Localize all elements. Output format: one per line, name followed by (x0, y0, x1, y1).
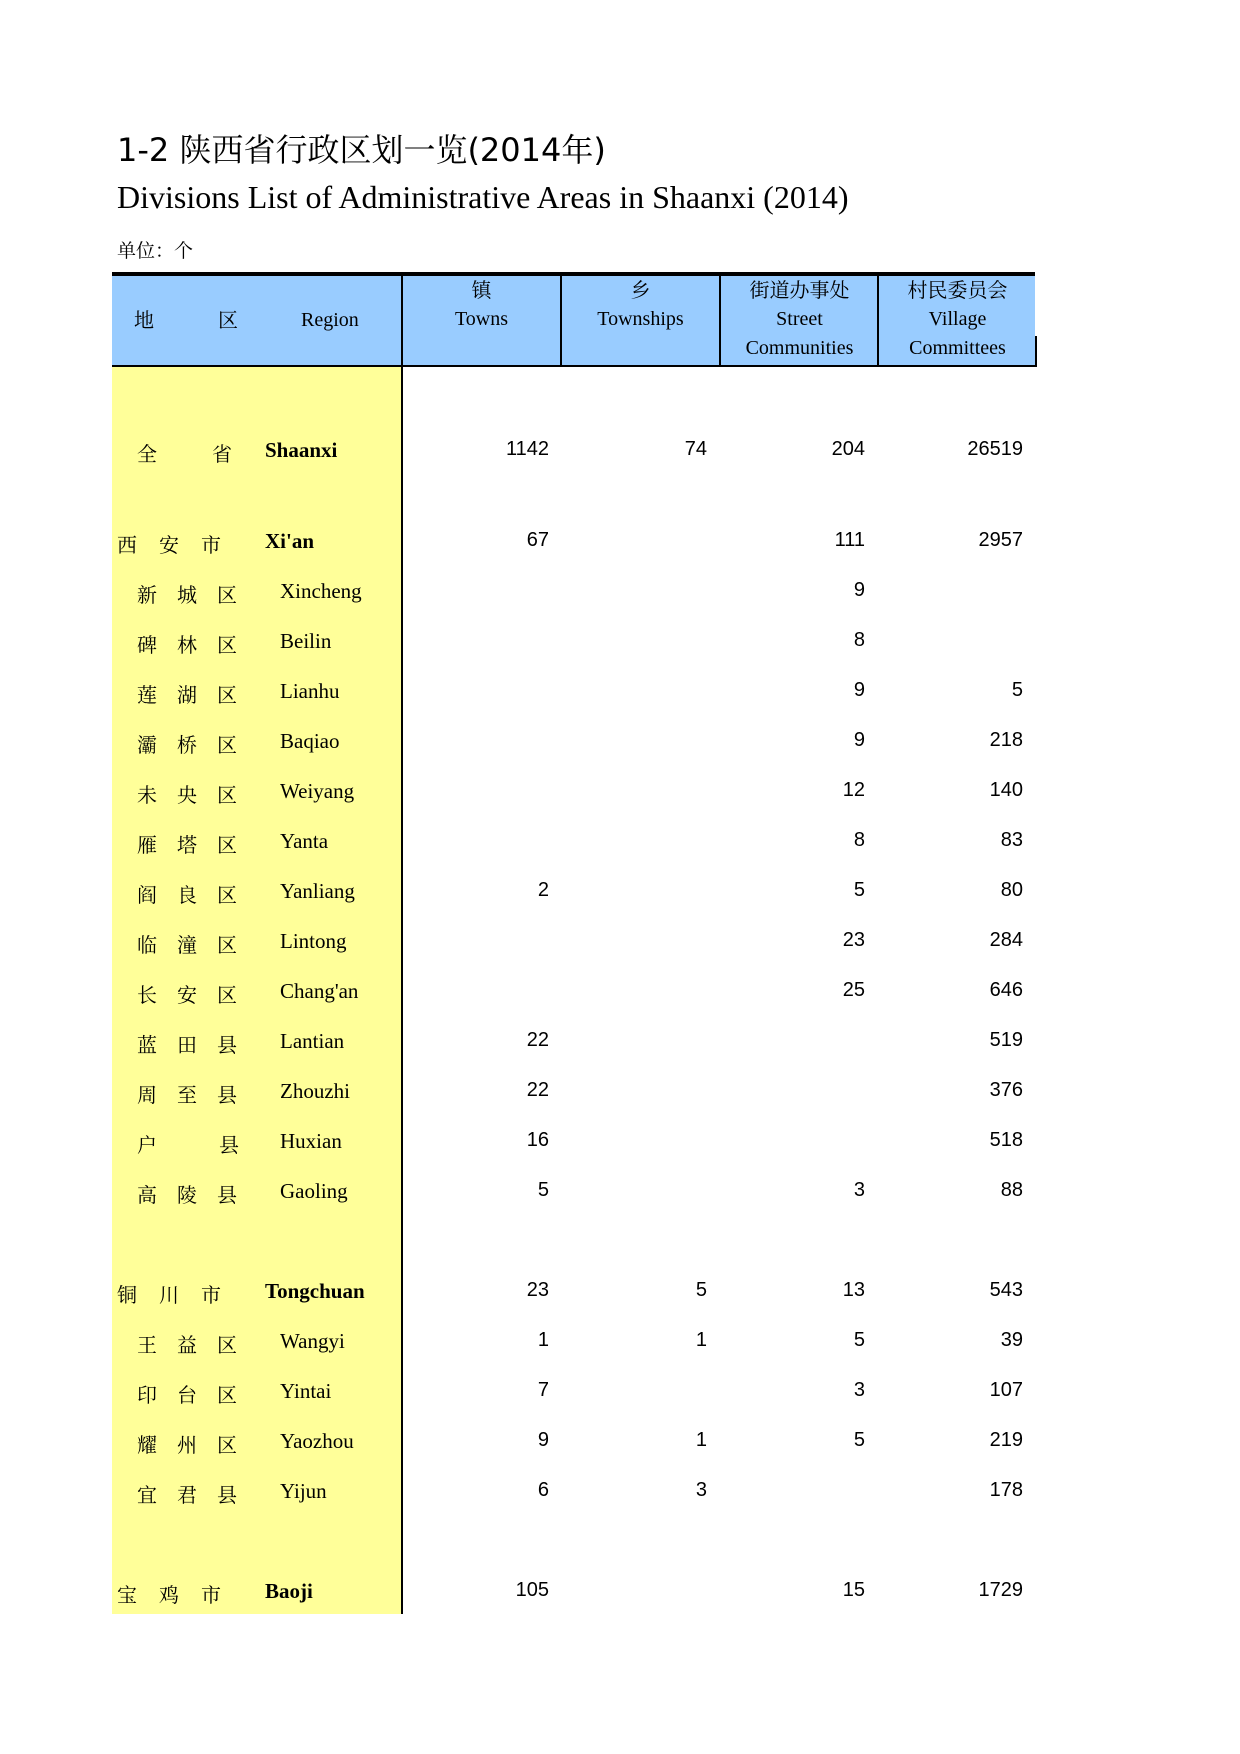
row-village: 39 (1000, 1329, 1023, 1351)
row-region-en: Xi'an (265, 529, 315, 553)
row-towns: 16 (526, 1129, 549, 1151)
header-village-cn: 村民委员会 (907, 278, 1008, 302)
table-header (112, 276, 1035, 367)
header-region (112, 276, 401, 365)
row-region-cn: 全省 (137, 442, 287, 466)
row-region-en: Huxian (280, 1129, 342, 1153)
row-towns: 23 (526, 1279, 549, 1301)
row-townships: 1 (695, 1329, 707, 1351)
header-towns-cn: 镇 (471, 278, 492, 302)
table-title-chinese: 1-2 陕西省行政区划一览(2014年) (117, 131, 606, 169)
row-region-cn: 阎良区 (137, 883, 257, 907)
header-region-cn-1: 地 (134, 308, 154, 332)
row-region-en: Baqiao (280, 729, 340, 753)
row-townships: 74 (684, 438, 707, 460)
row-region-cn: 铜川市 (117, 1283, 243, 1307)
row-village: 107 (989, 1379, 1023, 1401)
row-region-en: Shaanxi (265, 438, 338, 462)
row-region-cn: 莲湖区 (137, 683, 257, 707)
row-street: 5 (853, 1429, 865, 1451)
row-region-cn: 户县 (137, 1133, 301, 1157)
row-towns: 2 (537, 879, 549, 901)
table-row (112, 517, 1035, 567)
table-title-english: Divisions List of Administrative Areas in Shaanxi (2014) (117, 179, 849, 215)
row-region-en: Chang'an (280, 979, 359, 1003)
row-village: 543 (989, 1279, 1023, 1301)
row-village: 519 (989, 1029, 1023, 1051)
row-region-en: Tongchuan (265, 1279, 365, 1303)
table-row (112, 1317, 1035, 1367)
row-region-en: Lantian (280, 1029, 345, 1053)
row-village: 26519 (967, 438, 1023, 460)
row-region-cn: 长安区 (137, 983, 257, 1007)
row-towns: 105 (515, 1579, 549, 1601)
row-towns: 5 (537, 1179, 549, 1201)
row-street: 204 (831, 438, 865, 460)
row-village: 178 (989, 1479, 1023, 1501)
row-village: 83 (1000, 829, 1023, 851)
row-towns: 22 (526, 1079, 549, 1101)
row-region-cn: 蓝田县 (137, 1033, 257, 1057)
row-street: 9 (853, 579, 865, 601)
row-region-cn: 未央区 (137, 783, 257, 807)
row-region-en: Wangyi (280, 1329, 345, 1353)
unit-note: 单位：个 (117, 240, 194, 262)
row-region-cn: 周至县 (137, 1083, 257, 1107)
table-row (112, 1017, 1035, 1067)
row-street: 5 (853, 1329, 865, 1351)
row-towns: 22 (526, 1029, 549, 1051)
row-region-cn: 宜君县 (137, 1483, 257, 1507)
row-region-cn: 临潼区 (137, 933, 257, 957)
row-region-en: Yaozhou (280, 1429, 354, 1453)
header-village (877, 276, 1036, 365)
table-row (112, 867, 1035, 917)
row-region-en: Zhouzhi (280, 1079, 350, 1103)
table-row (112, 567, 1035, 617)
row-village: 80 (1000, 879, 1023, 901)
table-row (112, 917, 1035, 967)
row-street: 9 (853, 679, 865, 701)
row-street: 23 (842, 929, 865, 951)
row-region-en: Gaoling (280, 1179, 348, 1203)
row-street: 25 (842, 979, 865, 1001)
row-region-en: Yanta (280, 829, 329, 853)
row-region-en: Weiyang (280, 779, 355, 803)
header-village-en-1: Village (928, 308, 987, 330)
header-street-cn: 街道办事处 (749, 278, 850, 302)
row-street: 13 (842, 1279, 865, 1301)
row-towns: 1 (537, 1329, 549, 1351)
row-region-cn: 高陵县 (137, 1183, 257, 1207)
row-region-en: Yanliang (280, 879, 355, 903)
row-towns: 67 (526, 529, 549, 551)
row-region-en: Lianhu (280, 679, 340, 703)
header-region-cn-2: 区 (218, 308, 238, 332)
table-row (112, 717, 1035, 767)
table-row (112, 1067, 1035, 1117)
row-village: 1729 (978, 1579, 1023, 1601)
header-townships (560, 276, 719, 365)
table-row (112, 667, 1035, 717)
row-towns: 9 (537, 1429, 549, 1451)
row-region-cn: 宝鸡市 (117, 1583, 243, 1607)
header-region-en: Region (301, 309, 359, 331)
row-region-en: Yijun (280, 1479, 327, 1503)
row-street: 3 (853, 1379, 865, 1401)
row-region-en: Yintai (280, 1379, 332, 1403)
table-row (112, 1367, 1035, 1417)
row-street: 8 (853, 629, 865, 651)
row-street: 5 (853, 879, 865, 901)
row-street: 8 (853, 829, 865, 851)
row-street: 15 (842, 1579, 865, 1601)
row-village: 2957 (978, 529, 1023, 551)
table-row (112, 767, 1035, 817)
row-region-cn: 印台区 (137, 1383, 257, 1407)
row-street: 3 (853, 1179, 865, 1201)
row-region-cn: 雁塔区 (137, 833, 257, 857)
row-region-cn: 新城区 (137, 583, 257, 607)
table-body (112, 367, 1035, 1614)
row-region-en: Xincheng (280, 579, 362, 603)
table-row (112, 1267, 1035, 1317)
row-townships: 5 (695, 1279, 707, 1301)
row-street: 12 (842, 779, 865, 801)
header-townships-en: Townships (597, 308, 684, 330)
row-village: 140 (989, 779, 1023, 801)
row-village: 518 (989, 1129, 1023, 1151)
header-towns (401, 276, 560, 365)
header-street (719, 276, 878, 365)
header-right-edge (1035, 336, 1037, 367)
row-towns: 7 (537, 1379, 549, 1401)
row-towns: 6 (537, 1479, 549, 1501)
row-village: 376 (989, 1079, 1023, 1101)
header-street-en-1: Street (776, 308, 823, 330)
row-village: 5 (1011, 679, 1023, 701)
row-village: 219 (989, 1429, 1023, 1451)
row-towns: 1142 (505, 438, 549, 460)
row-townships: 1 (695, 1429, 707, 1451)
row-region-en: Lintong (280, 929, 347, 953)
header-townships-cn: 乡 (630, 278, 651, 302)
row-village: 646 (989, 979, 1023, 1001)
table-row (112, 1167, 1035, 1217)
row-region-cn: 碑林区 (137, 633, 257, 657)
table-row (112, 1567, 1035, 1617)
row-region-en: Baoji (265, 1579, 313, 1603)
row-region-cn: 王益区 (137, 1333, 257, 1357)
table-row (112, 967, 1035, 1017)
table-row (112, 426, 1035, 476)
row-street: 111 (834, 529, 865, 551)
header-towns-en: Towns (454, 308, 509, 330)
table-row (112, 617, 1035, 667)
row-townships: 3 (695, 1479, 707, 1501)
row-street: 9 (853, 729, 865, 751)
row-region-cn: 灞桥区 (137, 733, 257, 757)
table-row (112, 1417, 1035, 1467)
row-region-cn: 西安市 (117, 533, 243, 557)
table-row (112, 1117, 1035, 1167)
row-region-en: Beilin (280, 629, 332, 653)
row-village: 88 (1000, 1179, 1023, 1201)
table-row (112, 1467, 1035, 1517)
table-row (112, 817, 1035, 867)
row-region-cn: 耀州区 (137, 1433, 257, 1457)
row-village: 284 (989, 929, 1023, 951)
row-village: 218 (989, 729, 1023, 751)
header-village-en-2: Committees (909, 337, 1006, 359)
header-street-en-2: Communities (745, 337, 854, 359)
